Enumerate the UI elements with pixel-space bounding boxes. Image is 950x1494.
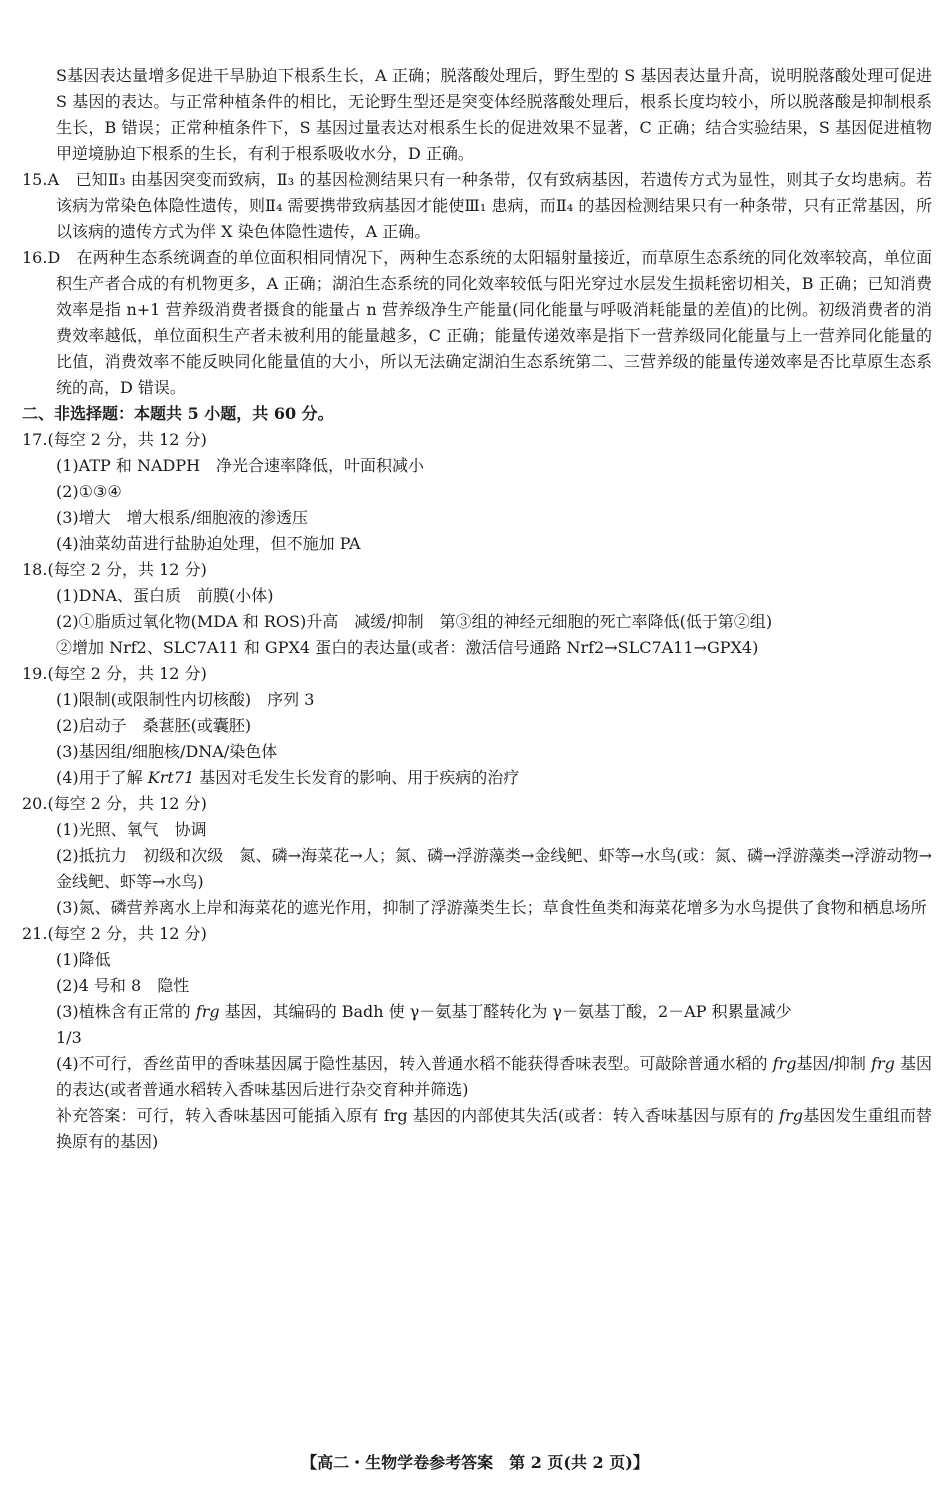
q18-line: ②增加 Nrf2、SLC7A11 和 GPX4 蛋白的表达量(或者：激活信号通路 Nrf2→SLC7A11→GPX4) <box>56 638 759 657</box>
q16-answer: 16.D 在两种生态系统调查的单位面积相同情况下，两种生态系统的太阳辐射量接近，而草原生态系统的同化效率较高，单位面积生产者合成的有机物更多，A 正确；湖泊生态系统的同化效率较低与阳光穿过水层发生损耗密切相关，B 正确；已知消费效率是指 n+1 营养级消费者摄食的能量占 n 营养级净生产能量(同化能量与呼吸消耗能量的差值)的比例。初级消费者的消费效率越低，单位面积生产者未被利用的能量越多，C 正确；能量传递效率是指下一营养级同化能量与上一营养同化能量的比值，消费效率不能反映同化能量值的大小，所以无法确定湖泊生态系统第二、三营养级的能量传递效率是否比草原生态系统的高，D 错误。 <box>22 248 932 397</box>
q21-line-3 <box>22 999 932 1025</box>
q21-line: 1/3 <box>56 1028 82 1047</box>
text-span: (3)植株含有正常的 <box>56 1002 196 1021</box>
q18-line: (1)DNA、蛋白质 前膜(小体) <box>56 586 274 605</box>
q21-block <box>22 921 932 1155</box>
q21-header: 21.(每空 2 分，共 12 分) <box>22 924 207 943</box>
q20-line: (1)光照、氧气 协调 <box>56 820 207 839</box>
q19-block <box>22 661 932 791</box>
q21-supplement <box>22 1103 932 1155</box>
page-footer: 【高二・生物学卷参考答案 第 2 页(共 2 页)】 <box>301 1453 649 1472</box>
q14-continuation: S基因表达量增多促进干旱胁迫下根系生长，A 正确；脱落酸处理后，野生型的 S 基因表达量升高，说明脱落酸处理可促进 S 基因的表达。与正常种植条件的相比，无论野生型还是突变体经脱落酸处理后，根系长度均较小，所以脱落酸是抑制根系生长，B 错误；正常种植条件下，S 基因过量表达对根系生长的促进效果不显著，C 正确；结合实验结果，S 基因促进植物甲逆境胁迫下根系的生长，有利于根系吸收水分，D 正确。 <box>56 66 932 163</box>
q19-header: 19.(每空 2 分，共 12 分) <box>22 664 207 683</box>
q19-line: (2)启动子 桑葚胚(或囊胚) <box>56 716 252 735</box>
q18-header: 18.(每空 2 分，共 12 分) <box>22 560 207 579</box>
q17-line: (3)增大 增大根系/细胞液的渗透压 <box>56 508 309 527</box>
q17-block <box>22 427 932 557</box>
q21-line-4 <box>22 1051 932 1103</box>
q19-line-4 <box>22 765 932 791</box>
gene-name: frg <box>871 1054 895 1073</box>
gene-name: frg <box>195 1002 220 1021</box>
text-span: 基因/抑制 <box>796 1054 872 1073</box>
gene-name: Krt71 <box>147 768 195 787</box>
q20-header: 20.(每空 2 分，共 12 分) <box>22 794 207 813</box>
q20-line: (3)氮、磷营养离水上岸和海菜花的遮光作用，抑制了浮游藻类生长；草食性鱼类和海菜花增多为水鸟提供了食物和栖息场所 <box>56 898 927 917</box>
text-span: 补充答案：可行，转入香味基因可能插入原有 frg 基因的内部使其失活(或者：转入香味基因与原有的 <box>56 1106 780 1125</box>
q21-line: (1)降低 <box>56 950 111 969</box>
text-span: 基因对毛发生长发育的影响、用于疾病的治疗 <box>194 768 520 787</box>
text-span: 基因的表达(或者普通水稻转入香味基因后进行杂交育种并筛选) <box>56 1054 932 1099</box>
gene-name: frg <box>772 1054 797 1073</box>
q19-line: (3)基因组/细胞核/DNA/染色体 <box>56 742 278 761</box>
page-content <box>22 63 932 1155</box>
section-2-title: 二、非选择题：本题共 5 小题，共 60 分。 <box>22 404 334 423</box>
q20-block <box>22 791 932 921</box>
q15-answer: 15.A 已知Ⅱ₃ 由基因突变而致病，Ⅱ₃ 的基因检测结果只有一种条带，仅有致病基因，若遗传方式为显性，则其子女均患病。若该病为常染色体隐性遗传，则Ⅱ₄ 需要携带致病基因才能使Ⅲ₁ 患病，而Ⅱ₄ 的基因检测结果只有一种条带，只有正常基因，所以该病的遗传方式为伴 X 染色体隐性遗传，A 正确。 <box>22 170 932 241</box>
q18-block <box>22 557 932 661</box>
text-span: 基因，其编码的 Badh 使 γ－氨基丁醛转化为 γ－氨基丁酸，2－AP 积累量减少 <box>219 1002 792 1021</box>
text-span: 基因发生重组而替换原有的基因) <box>56 1106 932 1151</box>
q17-line: (2)①③④ <box>56 482 122 501</box>
q17-line: (4)油菜幼苗进行盐胁迫处理，但不施加 PA <box>56 534 361 553</box>
text-span: (4)不可行，香丝苗甲的香味基因属于隐性基因，转入普通水稻不能获得香味表型。可敲除普通水稻的 <box>56 1054 773 1073</box>
gene-name: frg <box>779 1106 803 1125</box>
q18-line: (2)①脂质过氧化物(MDA 和 ROS)升高 减缓/抑制 第③组的神经元细胞的死亡率降低(低于第②组) <box>56 612 773 631</box>
q20-line: (2)抵抗力 初级和次级 氮、磷→海菜花→人；氮、磷→浮游藻类→金线鲃、虾等→水鸟(或：氮、磷→浮游藻类→浮游动物→金线鲃、虾等→水鸟) <box>56 846 932 891</box>
q17-header: 17.(每空 2 分，共 12 分) <box>22 430 207 449</box>
q21-line: (2)4 号和 8 隐性 <box>56 976 190 995</box>
q19-line: (1)限制(或限制性内切核酸) 序列 3 <box>56 690 315 709</box>
q17-line: (1)ATP 和 NADPH 净光合速率降低，叶面积减小 <box>56 456 425 475</box>
text-span: (4)用于了解 <box>56 768 148 787</box>
